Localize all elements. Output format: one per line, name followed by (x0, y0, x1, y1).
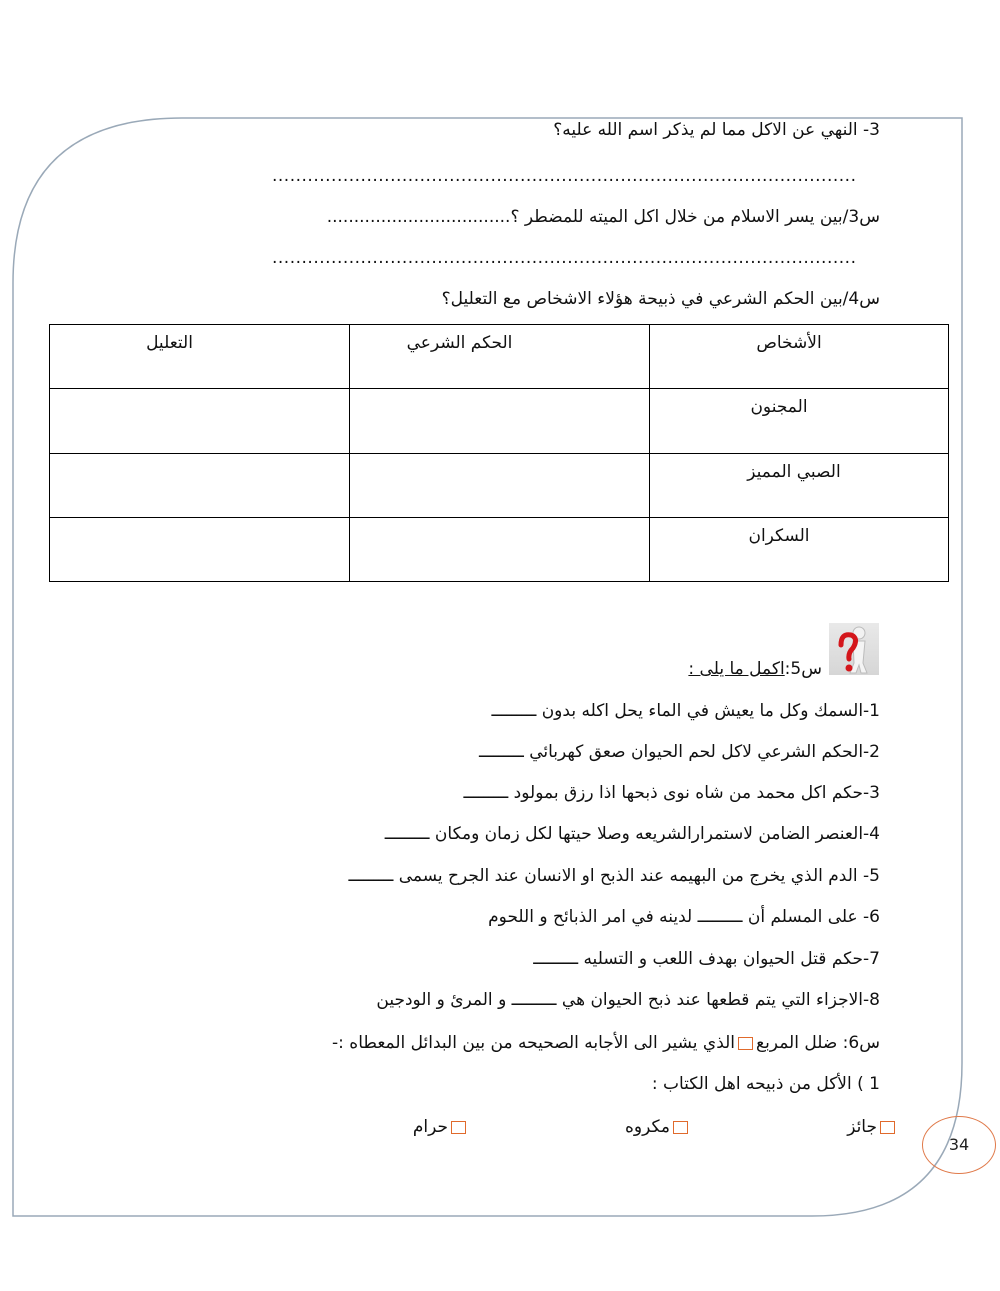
q5-item-1: 1-السمك وكل ما يعيش في الماء يحل اكله بدون ـــــــــ (491, 701, 880, 721)
table-row (50, 453, 949, 517)
person-cell: الصبي المميز (650, 453, 949, 517)
ruling-cell[interactable] (350, 389, 650, 453)
option-forbidden-label: حرام (412, 1117, 448, 1137)
table-row (50, 389, 949, 453)
option-disliked-label: مكروه (625, 1117, 670, 1137)
q5-title: اكمل ما يلى : (688, 659, 785, 679)
q3-answer-dots: .................................. (326, 207, 511, 227)
reason-cell[interactable] (50, 453, 350, 517)
ruling-cell[interactable] (350, 453, 650, 517)
table-row (50, 517, 949, 581)
ruling-cell[interactable] (350, 517, 650, 581)
q5-heading (688, 657, 822, 681)
q3-question (327, 205, 880, 229)
option-permissible[interactable] (847, 1115, 898, 1139)
q6-question (332, 1031, 880, 1055)
q4-question: س4/بين الحكم الشرعي في ذبيحة هؤلاء الاشخاص مع التعليل؟ (441, 289, 880, 309)
q5-item-2: 2-الحكم الشرعي لاكل لحم الحيوان صعق كهربائي ـــــــــ (478, 742, 880, 762)
q3-question-text: س3/بين يسر الاسلام من خلال اكل الميته للمضطر ؟ (510, 207, 880, 227)
q5-item-4: 4-العنصر الضامن لاستمرارالشريعه وصلا حيتها لكل زمان ومكان ـــــــــ (384, 824, 880, 844)
q6-text-after: الذي يشير الى الأجابه الصحيحه من بين البدائل المعطاه :- (332, 1033, 736, 1053)
answer-line-1: ................................................................................................... (272, 166, 857, 186)
header-reason: التعليل (50, 325, 350, 389)
option-forbidden[interactable] (413, 1115, 469, 1139)
reason-cell[interactable] (50, 389, 350, 453)
header-ruling: الحكم الشرعي (350, 325, 650, 389)
header-persons: الأشخاص (650, 325, 949, 389)
q6-text-before: س6: ضلل المربع (756, 1033, 880, 1053)
option-permissible-label: جائز (847, 1117, 877, 1137)
question-figure-icon (829, 623, 879, 675)
checkbox-icon (738, 1037, 753, 1050)
reason-cell[interactable] (50, 517, 350, 581)
q5-item-8: 8-الاجزاء التي يتم قطعها عند ذبح الحيوان هي ـــــــــ و المرئ و الودجين (376, 990, 880, 1010)
q5-item-7: 7-حكم قتل الحيوان بهدف اللعب و التسليه ـــــــــ (533, 949, 880, 969)
table-header-row (50, 325, 949, 389)
q6-item-1: 1 ) الأكل من ذبيحه اهل الكتاب : (651, 1074, 880, 1094)
q5-item-6: 6- على المسلم أن ـــــــــ لدينه في امر الذبائح و اللحوم (488, 907, 880, 927)
option-disliked-checkbox[interactable] (673, 1121, 688, 1134)
option-forbidden-checkbox[interactable] (451, 1121, 466, 1134)
ruling-table (49, 324, 949, 582)
person-cell: السكران (650, 517, 949, 581)
page-number: 34 (922, 1116, 996, 1174)
answer-line-2: ................................................................................................... (272, 248, 857, 268)
q3-prohibition-line: 3- النهي عن الاكل مما لم يذكر اسم الله عليه؟ (553, 120, 880, 140)
q5-item-3: 3-حكم اكل محمد من شاه نوى ذبحها اذا رزق بمولود ـــــــــ (463, 783, 880, 803)
option-disliked[interactable] (625, 1115, 691, 1139)
person-cell: المجنون (650, 389, 949, 453)
q5-item-5: 5- الدم الذي يخرج من البهيمه عند الذبح او الانسان عند الجرح يسمى ـــــــــ (348, 866, 880, 886)
option-permissible-checkbox[interactable] (880, 1121, 895, 1134)
q5-prefix: س5: (784, 659, 822, 679)
